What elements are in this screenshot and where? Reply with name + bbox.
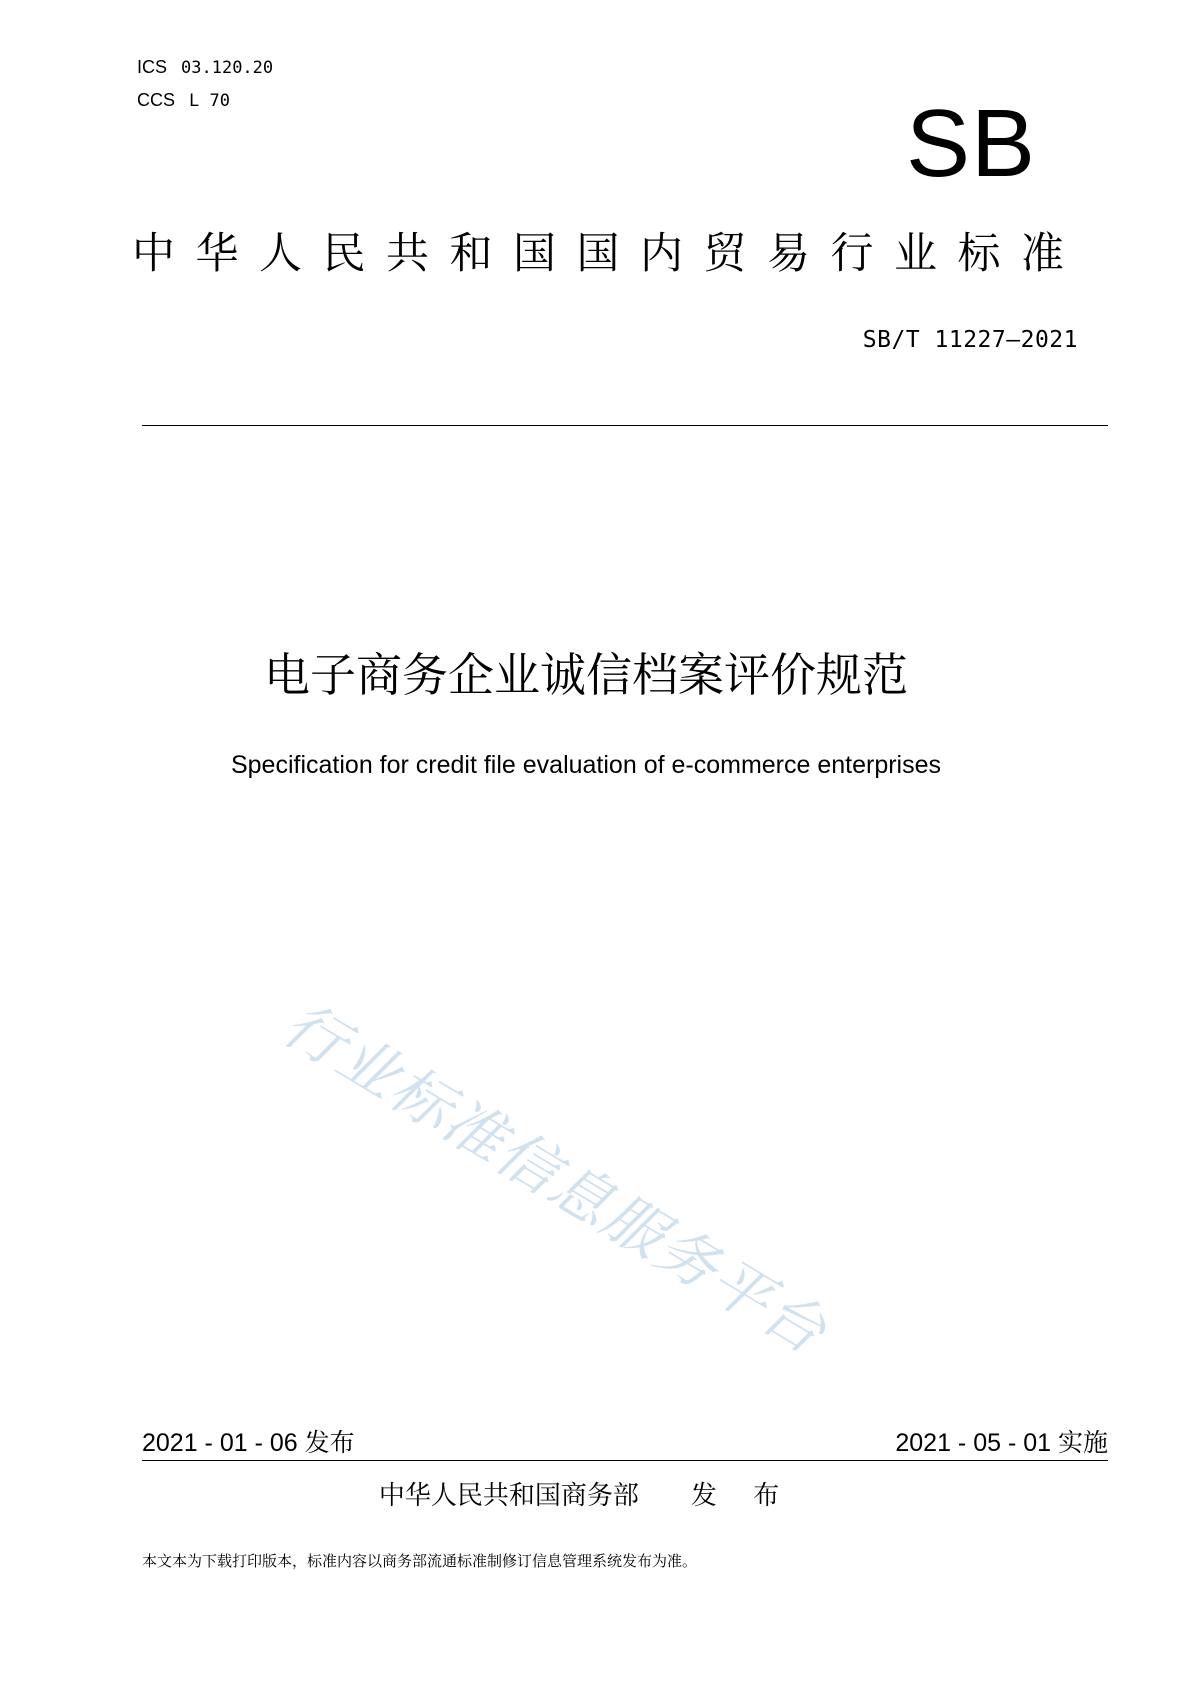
ics-classification <box>137 57 273 78</box>
ccs-label: CCS <box>137 90 176 110</box>
title-english: Specification for credit file evaluation of e-commerce enterprises <box>230 751 942 779</box>
issuer-verb: 发 布 <box>690 1481 794 1511</box>
issue-date: 2021 - 01 - 06 发布 <box>142 1429 355 1457</box>
footnote: 本文本为下载打印版本，标准内容以商务部流通标准制修订信息管理系统发布为准。 <box>142 1552 698 1570</box>
sb-logo: SB <box>905 90 1036 197</box>
ccs-classification <box>137 90 230 111</box>
issuer-name: 中华人民共和国商务部 <box>378 1481 639 1511</box>
ics-label: ICS <box>137 57 168 77</box>
standard-category: 中华人民共和国国内贸易行业标准 <box>132 229 1085 279</box>
title-chinese: 电子商务企业诚信档案评价规范 <box>264 648 908 702</box>
issuer-row <box>0 1475 1190 1512</box>
standard-number: SB/T 11227—2021 <box>862 327 1078 353</box>
ccs-code: L 70 <box>189 91 230 111</box>
top-divider <box>142 425 1108 426</box>
ics-code: 03.120.20 <box>181 58 274 78</box>
bottom-divider <box>142 1460 1108 1461</box>
implementation-date: 2021 - 05 - 01 实施 <box>895 1429 1108 1457</box>
watermark: 行业标准信息服务平台 <box>271 989 839 1369</box>
